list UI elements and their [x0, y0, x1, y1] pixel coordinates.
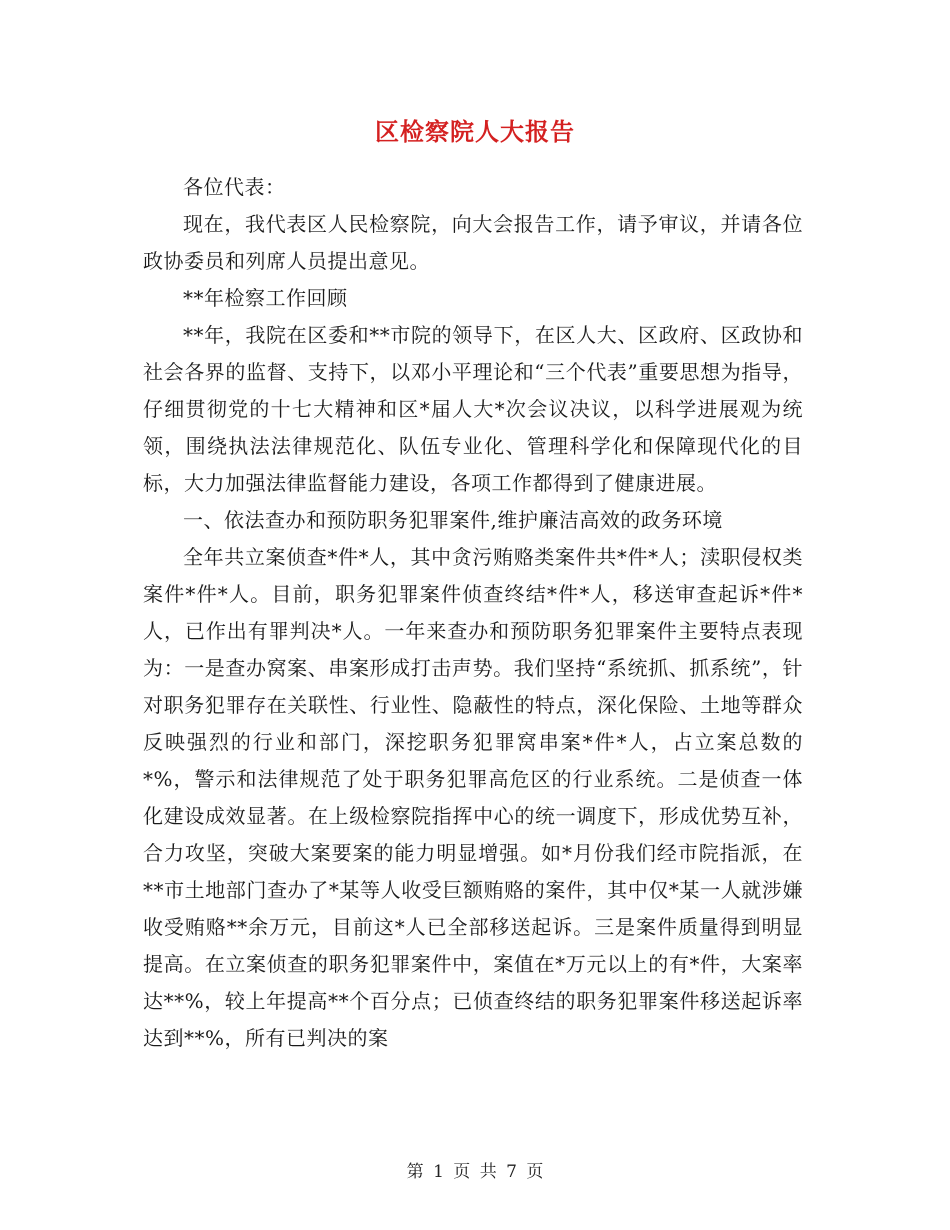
section-heading-review: **年检察工作回顾: [183, 286, 348, 310]
intro-paragraph: 现在，我代表区人民检察院，向大会报告工作，请予审议，并请各位政协委员和列席人员提出意见。: [143, 212, 803, 273]
document-body: [143, 169, 803, 1057]
case-details-paragraph: 全年共立案侦查*件*人，其中贪污贿赂类案件共*件*人；渎职侵权类案件*件*人。目前，职务犯罪案件侦查终结*件*人，移送审查起诉*件*人，已作出有罪判决*人。一年来查办和预防职务犯罪案件主要特点表现为：一是查办窝案、串案形成打击声势。我们坚持“系统抓、抓系统”，针对职务犯罪存在关联性、行业性、隐蔽性的特点，深化保险、土地等群众反映强烈的行业和部门，深挖职务犯罪窝串案*件*人，占立案总数的*%，警示和法律规范了处于职务犯罪高危区的行业系统。二是侦查一体化建设成效显著。在上级检察院指挥中心的统一调度下，形成优势互补，合力攻坚，突破大案要案的能力明显增强。如*月份我们经市院指派，在**市土地部门查办了*某等人收受巨额贿赂的案件，其中仅*某一人就涉嫌收受贿赂**余万元，目前这*人已全部移送起诉。三是案件质量得到明显提高。在立案侦查的职务犯罪案件中，案值在*万元以上的有*件，大案率达**%，较上年提高**个百分点；已侦查终结的职务犯罪案件移送起诉率达到**%，所有已判决的案: [143, 545, 803, 1050]
document-title: 区检察院人大报告: [375, 118, 575, 146]
salutation-paragraph: 各位代表：: [183, 175, 286, 199]
section-heading-one: 一、依法查办和预防职务犯罪案件,维护廉洁高效的政务环境: [183, 508, 723, 532]
overview-paragraph: **年，我院在区委和**市院的领导下，在区人大、区政府、区政协和社会各界的监督、支持下，以邓小平理论和“三个代表”重要思想为指导，仔细贯彻党的十七大精神和区*届人大*次会议决议，以科学进展观为统领，围绕执法法律规范化、队伍专业化、管理科学化和保障现代化的目标，大力加强法律监督能力建设，各项工作都得到了健康进展。: [143, 323, 803, 495]
page-number-footer: 第 1 页 共 7 页: [406, 1162, 544, 1182]
